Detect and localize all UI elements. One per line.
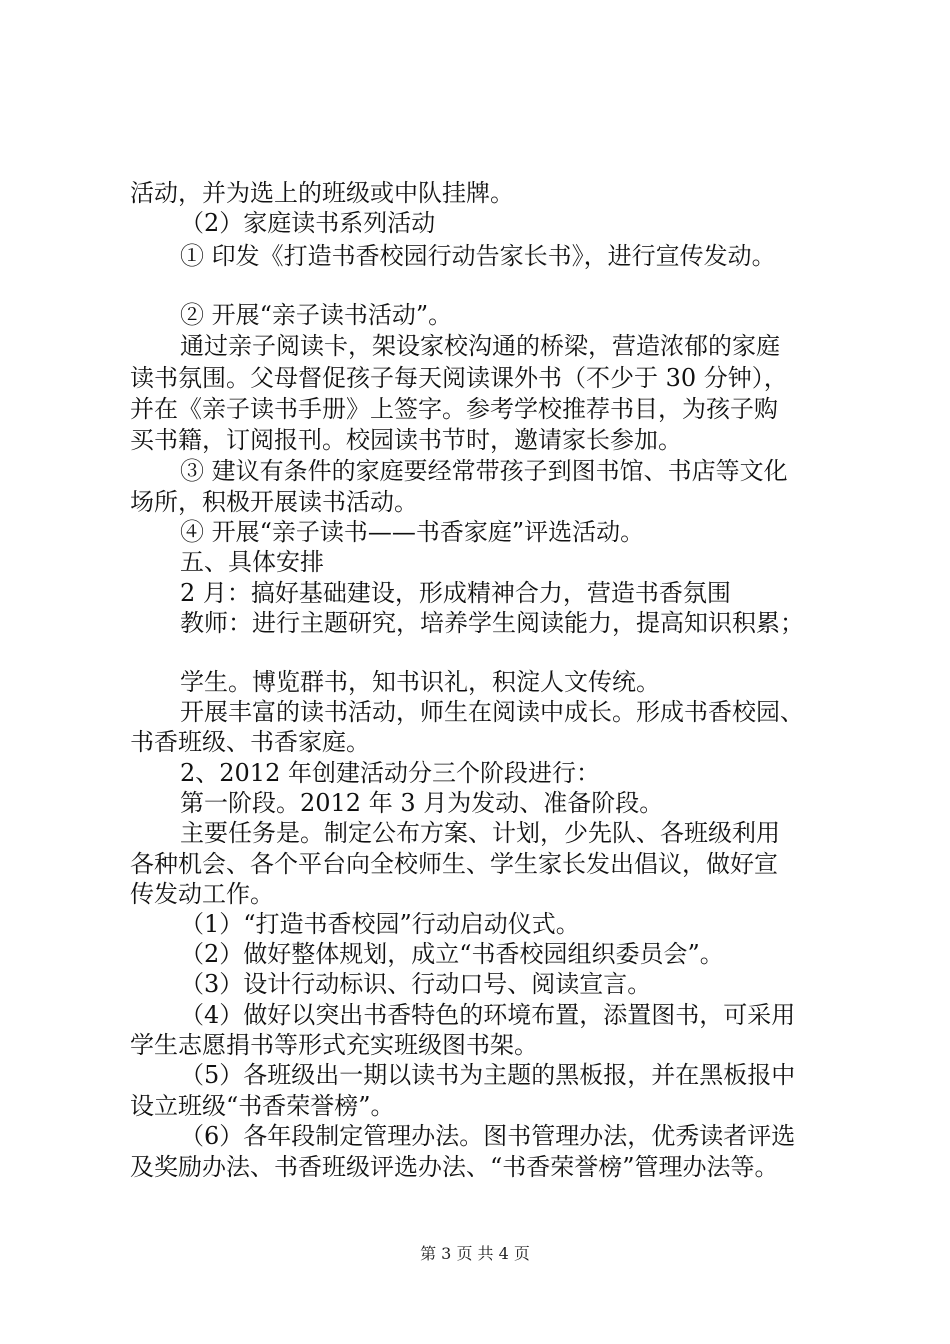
- text-line: （4）做好以突出书香特色的环境布置，添置图书，可采用: [180, 1001, 796, 1029]
- text-line: （3）设计行动标识、行动口号、阅读宣言。: [180, 970, 652, 998]
- text-line: 买书籍，订阅报刊。校园读书节时，邀请家长参加。: [130, 426, 682, 454]
- text-line: 书香班级、书香家庭。: [130, 728, 370, 756]
- text-line: 学生志愿捐书等形式充实班级图书架。: [130, 1031, 538, 1059]
- text-line: 学生。博览群书，知书识礼，积淀人文传统。: [180, 668, 660, 696]
- text-line: 活动，并为选上的班级或中队挂牌。: [130, 179, 514, 207]
- text-line: （5）各班级出一期以读书为主题的黑板报，并在黑板报中: [180, 1061, 796, 1089]
- page-footer: 第 3 页 共 4 页: [420, 1244, 530, 1263]
- text-line: ② 开展“亲子读书活动”。: [180, 301, 453, 329]
- text-line: 传发动工作。: [130, 880, 274, 908]
- text-line: （2）做好整体规划，成立“书香校园组织委员会”。: [180, 940, 724, 968]
- text-line: 教师：进行主题研究，培养学生阅读能力，提高知识积累；: [180, 609, 804, 637]
- text-line: ① 印发《打造书香校园行动告家长书》，进行宣传发动。: [180, 242, 776, 270]
- text-line: （6）各年段制定管理办法。图书管理办法，优秀读者评选: [180, 1122, 796, 1150]
- text-line: 场所，积极开展读书活动。: [130, 488, 418, 516]
- text-line: 通过亲子阅读卡，架设家校沟通的桥梁，营造浓郁的家庭: [180, 332, 780, 360]
- text-line: 主要任务是。制定公布方案、计划，少先队、各班级利用: [180, 819, 780, 847]
- text-line: ③ 建议有条件的家庭要经常带孩子到图书馆、书店等文化: [180, 457, 788, 485]
- text-line: 各种机会、各个平台向全校师生、学生家长发出倡议，做好宣: [130, 850, 778, 878]
- text-line: ④ 开展“亲子读书——书香家庭”评选活动。: [180, 518, 645, 546]
- text-line: 设立班级“书香荣誉榜”。: [130, 1092, 395, 1120]
- text-line: 读书氛围。父母督促孩子每天阅读课外书（不少于 30 分钟），: [130, 364, 788, 392]
- text-line: 并在《亲子读书手册》上签字。参考学校推荐书目，为孩子购: [130, 395, 778, 423]
- text-line: （2）家庭读书系列活动: [180, 209, 436, 237]
- text-line: 2、2012 年创建活动分三个阶段进行：: [180, 759, 600, 787]
- text-line: 及奖励办法、书香班级评选办法、“书香荣誉榜”管理办法等。: [130, 1153, 779, 1181]
- text-line: 开展丰富的读书活动，师生在阅读中成长。形成书香校园、: [180, 698, 804, 726]
- text-line: 2 月：搞好基础建设，形成精神合力，营造书香氛围: [180, 579, 731, 607]
- text-line: 第一阶段。2012 年 3 月为发动、准备阶段。: [180, 789, 664, 817]
- text-line: （1）“打造书香校园”行动启动仪式。: [180, 910, 580, 938]
- text-line: 五、具体安排: [180, 548, 324, 576]
